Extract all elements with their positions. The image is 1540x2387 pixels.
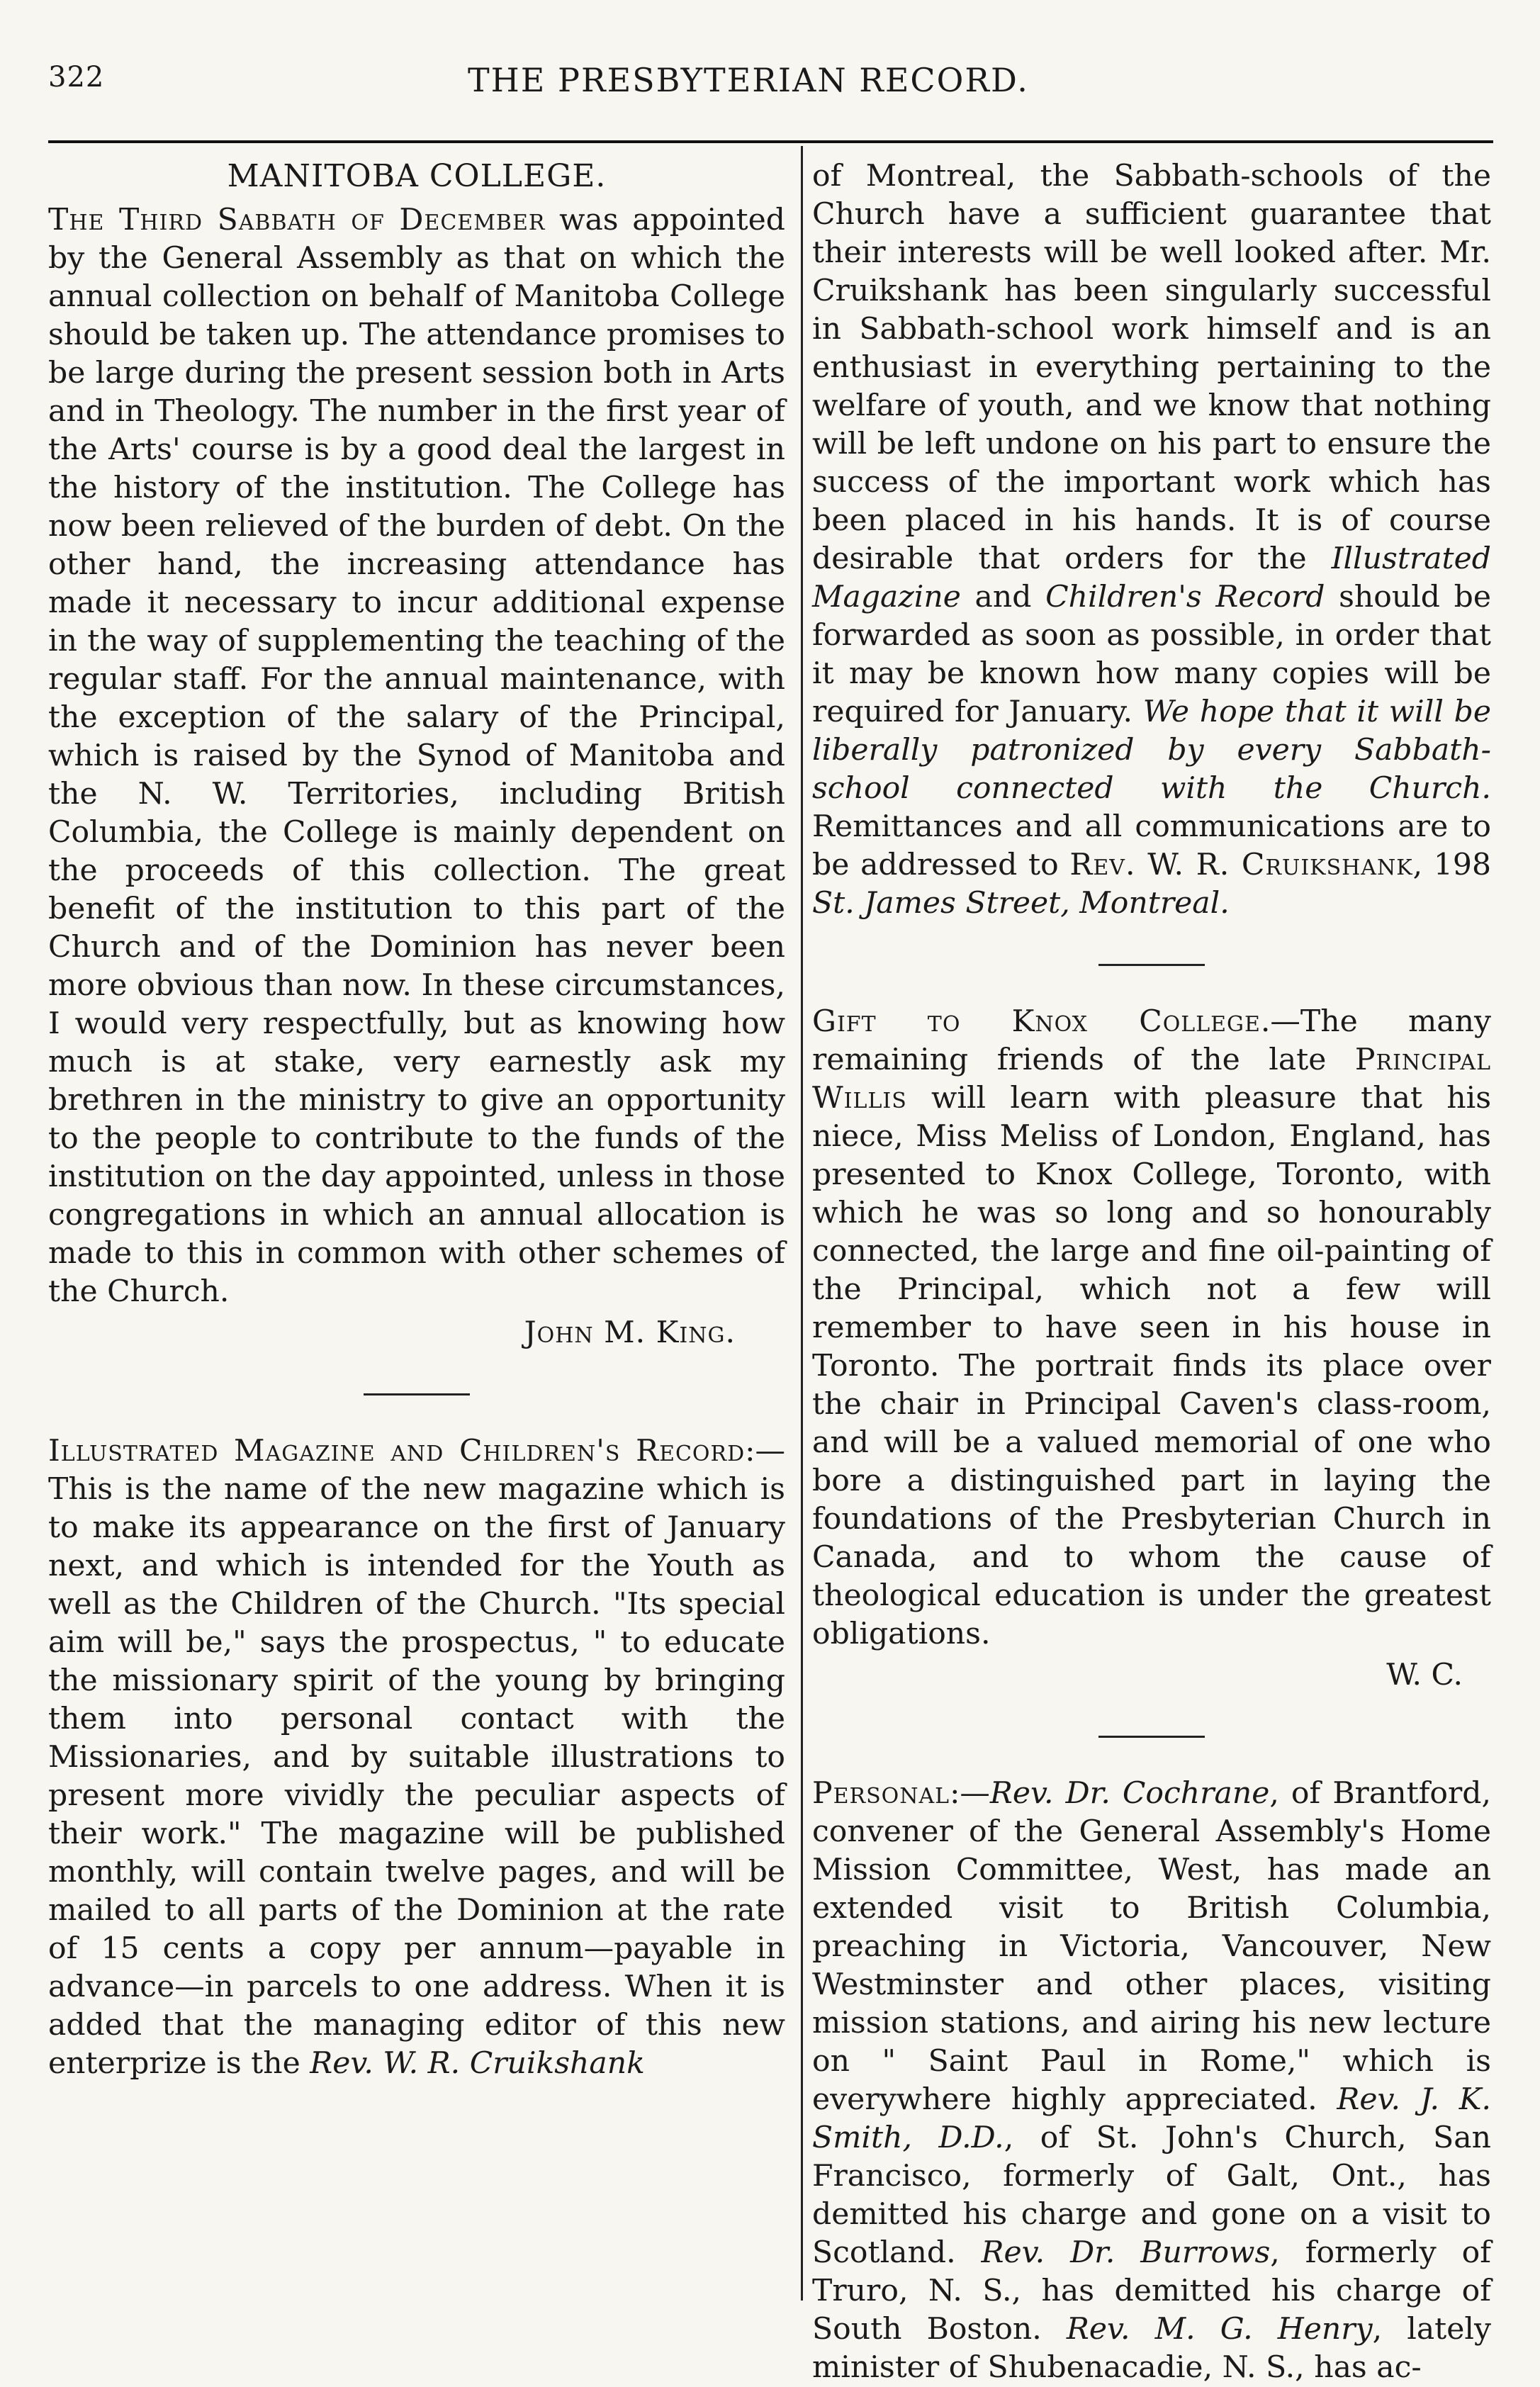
personal-name-2: Rev. J. K. Smith, D.D. [812, 2082, 1492, 2155]
gift-body-2: will learn with pleasure that his niece, Miss Meliss of London, England, has presented to Knox College, Toronto, with which he was so long and so honourably connected, the large and fine oil-painting of the Principal, which not a few will remember to have seen in his house in Toronto. The portrait finds its place over the chair in Principal Caven's class-room, and will be a valued memorial of one who bore a distinguished part in laying the foundations of the Presbyterian Church in Canada, and to whom the cause of theological education is under the greatest obligations. [812, 1081, 1491, 1651]
manitoba-body: was appointed by the General Assembly as that on which the annual collection on behalf of Manitoba College should be taken up. The attendance promises to be large during the present session both in Arts and in Theology. The number in the first year of the Arts' course is by a good deal the largest in the history of the institution. The College has now been relieved of the burden of debt. On the other hand, the increasing attendance has made it necessary to incur additional expense in the way of supplementing the teaching of the regular staff. For the annual maintenance, with the exception of the salary of the Principal, which is raised by the Synod of Manitoba and the N. W. Territories, including British Columbia, the College is mainly dependent on the proceeds of this collection. The great benefit of the institution to this part of the Church and of the Dominion has never been more obvious than now. In these circumstances, I would very respectfully, but as knowing how much is at stake, very earnestly ask my brethren in the ministry to give an opportunity to the people to contribute to the funds of the institution on the day appointed, unless in those congregations in which an annual allocation is made to this in common with other schemes of the Church. [48, 203, 785, 1309]
magazine-body-3: should be forwarded as soon as possible, in order that it may be known how many copies will be required for January. [812, 580, 1492, 729]
page-number: 322 [48, 61, 105, 94]
magazine-hope: We hope that it will be liberally patronized by every Sabbath-school connected with the Church. [812, 695, 1491, 806]
column-divider [801, 146, 803, 2301]
personal-body-2: , of Brantford, convener of the General Assembly's Home Mission Committee, West, has made an extended visit to British Columbia, preaching in Victoria, Vancouver, New Westminster and other places, visiting mission stations, and airing his new lecture on " Saint Paul in Rome," which is everywhere highly appreciated. [812, 1776, 1491, 2117]
magazine-body-4: Remittances and all communications are to be addressed to [812, 809, 1491, 882]
running-title: THE PRESBYTERIAN RECORD. [468, 61, 1029, 99]
magazine-title: Illustrated Magazine [812, 541, 1491, 614]
personal-body-3: , of St. John's Church, San Francisco, formerly of Galt, Ont., has demitted his charge and gone on a visit to Scotland. [812, 2121, 1492, 2270]
separator-rule [1098, 1736, 1205, 1738]
personal-body-5: , lately minister of Shubenacadie, N. S., has ac- [812, 2312, 1491, 2385]
personal-body-1: :— [950, 1776, 990, 1811]
magazine-continued [812, 157, 1491, 923]
personal-lead: Personal [812, 1776, 950, 1811]
left-column [48, 157, 785, 2083]
separator-rule [1098, 964, 1205, 966]
gift-body-1: .—The many remaining friends of the late [812, 1004, 1491, 1077]
personal-name-4: Rev. M. G. Henry [1066, 2312, 1373, 2347]
manitoba-paragraph [48, 201, 785, 1311]
magazine-body-1: :—This is the name of the new magazine which is to make its appearance on the first of January next, and which is intended for the Youth as well as the Children of the Church. "Its special aim will be," says the prospectus, " to educate the missionary spirit of the young by bringing them into personal contact with the Missionaries, and by suitable illustrations to present more vividly the peculiar aspects of their work." The magazine will be published monthly, will contain twelve pages, and will be mailed to all parts of the Dominion at the rate of 15 cents a copy per annum—payable in advance—in parcels to one address. When it is added that the managing editor of this new enterprize is the [48, 1434, 785, 2081]
address-street: St. James Street, Montreal. [812, 886, 1230, 921]
magazine-lead: Illustrated Magazine and Children's Record [48, 1434, 746, 1468]
right-column [812, 157, 1491, 2387]
manitoba-signature: John M. King. [524, 1315, 736, 1350]
record-title: Children's Record [1045, 580, 1325, 614]
address-comma: , 198 [1412, 848, 1491, 882]
gift-paragraph [812, 1003, 1491, 1653]
magazine-and: and [960, 580, 1046, 614]
address-name: Rev. W. R. Cruikshank [1069, 848, 1413, 882]
separator-rule [364, 1393, 470, 1395]
personal-name-3: Rev. Dr. Burrows [981, 2235, 1271, 2270]
manitoba-heading: MANITOBA COLLEGE. [227, 158, 607, 194]
gift-principal: Principal Willis [812, 1043, 1491, 1116]
magazine-editor-name: Rev. W. R. Cruikshank [310, 2046, 645, 2081]
gift-signature: W. C. [1386, 1658, 1463, 1692]
magazine-paragraph [48, 1432, 785, 2083]
manitoba-lead: The Third Sabbath of December [48, 203, 546, 237]
gift-lead: Gift to Knox College [812, 1004, 1261, 1039]
personal-paragraph [812, 1775, 1491, 2387]
header-rule [48, 140, 1493, 143]
personal-body-4: , formerly of Truro, N. S., has demitted his charge of South Boston. [812, 2235, 1491, 2347]
personal-name-1: Rev. Dr. Cochrane [989, 1776, 1270, 1811]
magazine-body-2: of Montreal, the Sabbath-schools of the Church have a sufficient guarantee that their interests will be well looked after. Mr. Cruikshank has been singularly successful in Sabbath-school work himself and is an enthusiast in everything pertaining to the welfare of youth, and we know that nothing will be left undone on his part to ensure the success of the important work which has been placed in his hands. It is of course desirable that orders for the [812, 159, 1491, 576]
